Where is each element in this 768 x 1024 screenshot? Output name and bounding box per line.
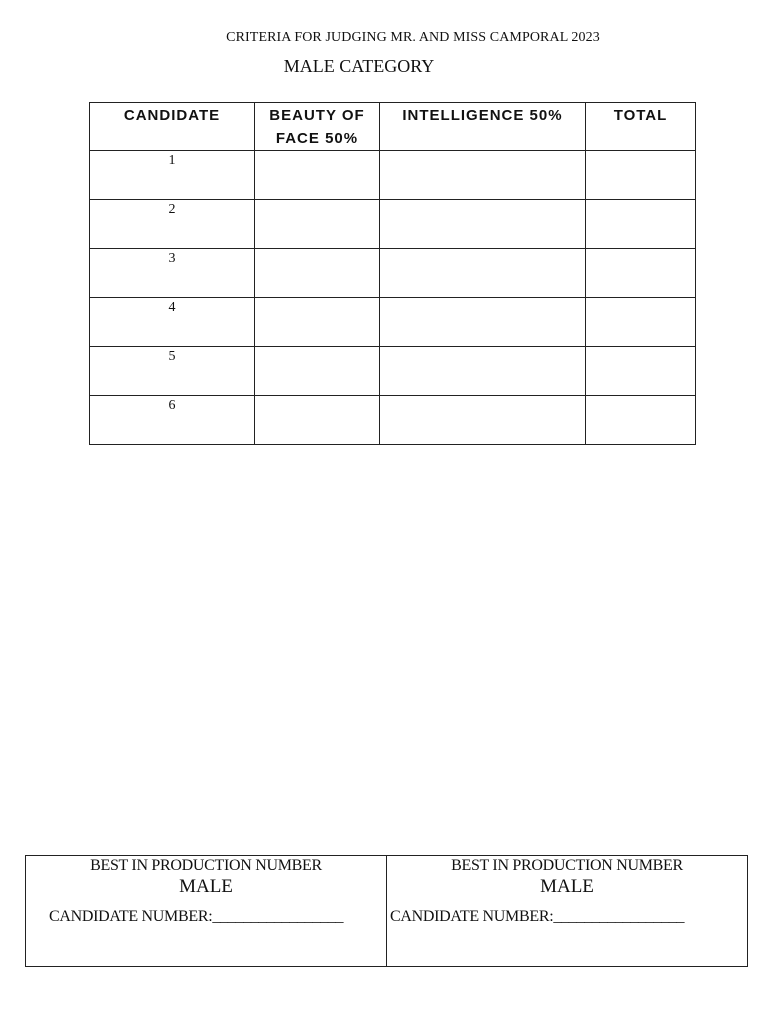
total-score-cell[interactable] [586,151,696,200]
intelligence-score-cell[interactable] [380,347,586,396]
table-header-row [90,103,696,151]
total-score-cell[interactable] [586,347,696,396]
candidate-number: 4 [90,298,255,347]
ballot-category: MALE [179,876,233,897]
column-header-candidate: CANDIDATE [90,103,255,151]
intelligence-score-cell[interactable] [380,396,586,445]
document-title: CRITERIA FOR JUDGING MR. AND MISS CAMPORAL 2023 [226,30,600,45]
candidate-number: 1 [90,151,255,200]
beauty-score-cell[interactable] [255,200,380,249]
total-score-cell[interactable] [586,396,696,445]
table-row [90,396,696,445]
total-score-cell[interactable] [586,200,696,249]
ballot-right [386,856,747,966]
total-score-cell[interactable] [586,298,696,347]
category-heading: MALE CATEGORY [283,56,435,76]
intelligence-score-cell[interactable] [380,151,586,200]
candidate-number-field[interactable]: CANDIDATE NUMBER:_________________ [390,908,685,925]
intelligence-score-cell[interactable] [380,298,586,347]
candidate-number: 3 [90,249,255,298]
beauty-score-cell[interactable] [255,396,380,445]
beauty-score-cell[interactable] [255,298,380,347]
column-header-intelligence: INTELLIGENCE 50% [380,103,586,151]
production-number-ballots [25,855,748,967]
ballot-title: BEST IN PRODUCTION NUMBER [90,857,322,874]
candidate-number-field[interactable]: CANDIDATE NUMBER:_________________ [49,908,344,925]
ballot-category: MALE [540,876,594,897]
intelligence-score-cell[interactable] [380,249,586,298]
table-row [90,298,696,347]
table-row [90,347,696,396]
candidate-number: 6 [90,396,255,445]
candidate-number: 5 [90,347,255,396]
beauty-score-cell[interactable] [255,151,380,200]
table-row [90,200,696,249]
ballot-title: BEST IN PRODUCTION NUMBER [451,857,683,874]
beauty-score-cell[interactable] [255,249,380,298]
criteria-table [89,102,696,445]
intelligence-score-cell[interactable] [380,200,586,249]
beauty-score-cell[interactable] [255,347,380,396]
column-header-total: TOTAL [586,103,696,151]
total-score-cell[interactable] [586,249,696,298]
column-header-beauty: BEAUTY OF FACE 50% [255,103,380,151]
candidate-number: 2 [90,200,255,249]
table-row [90,151,696,200]
ballot-left [26,856,386,966]
table-row [90,249,696,298]
